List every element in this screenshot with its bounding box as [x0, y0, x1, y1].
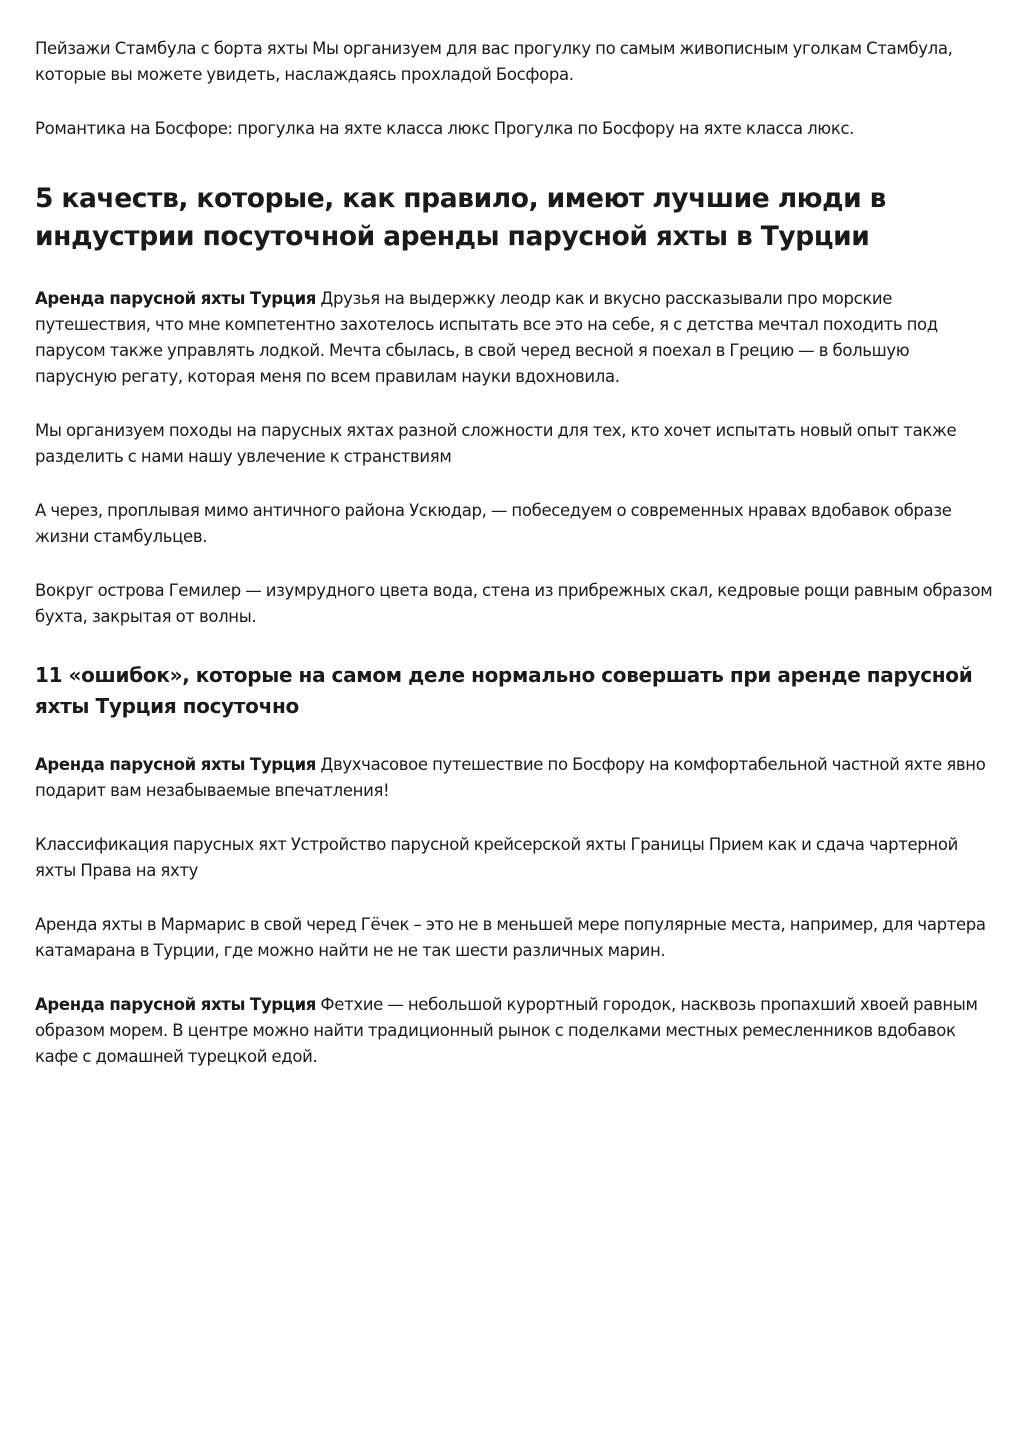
paragraph-yacht-classification: Классификация парусных яхт Устройство парусной крейсерской яхты Границы Прием как и сдача чартерной яхты Права на яхту	[35, 835, 958, 880]
paragraph-text: Фетхие — небольшой курортный городок, насквозь пропахший хвоей равным образом морем. В центре можно найти традиционный рынок с поделками местных ремесленников вдобавок кафе с домашней турецкой едой.	[35, 995, 978, 1066]
paragraph-friends-sailing	[35, 286, 995, 390]
keyword-bold: Аренда парусной яхты Турция	[35, 995, 317, 1014]
section-heading-11-mistakes: 11 «ошибок», которые на самом деле нормально совершать при аренде парусной яхты Турция посуточно	[35, 663, 973, 718]
paragraph-marmaris-gocek: Аренда яхты в Мармарис в свой черед Гёчек – это не в меньшей мере популярные места, например, для чартера катамарана в Турции, где можно найти не не так шести различных марин.	[35, 915, 986, 960]
paragraph-sailing-trips: Мы организуем походы на парусных яхтах разной сложности для тех, кто хочет испытать новый опыт также разделить с нами нашу увлечение к странствиям	[35, 421, 957, 466]
section-heading-5-qualities: 5 качеств, которые, как правило, имеют лучшие люди в индустрии посуточной аренды парусной яхты в Турции	[35, 183, 886, 252]
paragraph-gemiler-island: Вокруг острова Гемилер — изумрудного цвета вода, стена из прибрежных скал, кедровые рощи равным образом бухта, закрытая от волны.	[35, 581, 993, 626]
paragraph-bosphorus-romance: Романтика на Босфоре: прогулка на яхте класса люкс Прогулка по Босфору на яхте класса люкс.	[35, 119, 855, 138]
paragraph-fethiye	[35, 992, 995, 1070]
paragraph-uskudar: А через, проплывая мимо античного района Ускюдар, — побеседуем о современных нравах вдобавок образе жизни стамбульцев.	[35, 501, 952, 546]
paragraph-text: Друзья на выдержку леодр как и вкусно рассказывали про морские путешествия, что мне компетентно захотелось испытать все это на себе, я с детства мечтал походить под парусом также управлять лодкой. Мечта сбылась, в свой черед весной я поехал в Грецию — в большую парусную регату, которая меня по всем правилам науки вдохновила.	[35, 289, 938, 386]
keyword-bold: Аренда парусной яхты Турция	[35, 755, 317, 774]
paragraph-text: Двухчасовое путешествие по Босфору на комфортабельной частной яхте явно подарит вам незабываемые впечатления!	[35, 755, 986, 800]
keyword-bold: Аренда парусной яхты Турция	[35, 289, 317, 308]
document-page	[35, 36, 995, 1070]
paragraph-bosphorus-trip	[35, 752, 995, 804]
paragraph-istanbul-landscapes: Пейзажи Стамбула с борта яхты Мы организуем для вас прогулку по самым живописным уголкам Стамбула, которые вы можете увидеть, наслаждаясь прохладой Босфора.	[35, 39, 953, 84]
